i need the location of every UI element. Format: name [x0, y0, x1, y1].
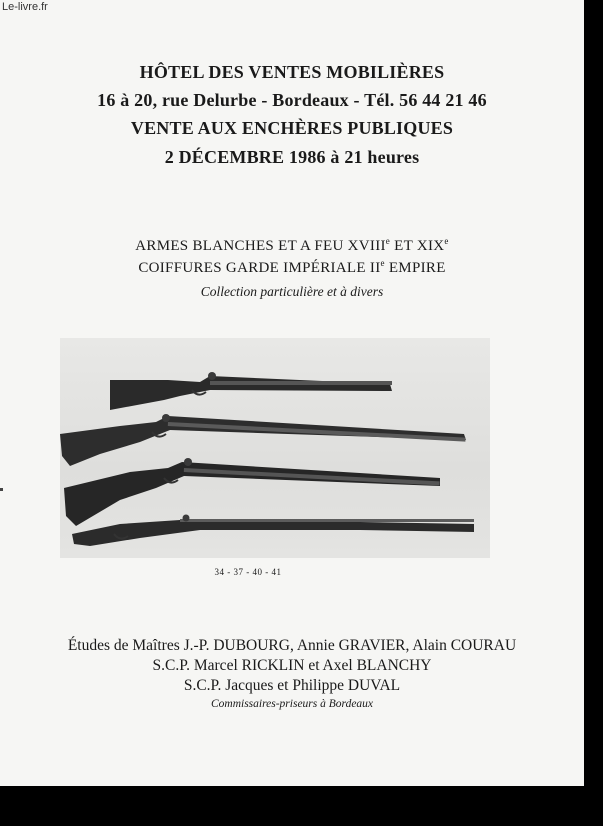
headwear-text: COIFFURES GARDE IMPÉRIALE II — [138, 260, 381, 276]
empire-suffix: e — [380, 258, 385, 268]
rifle-illustration — [110, 372, 392, 410]
auctioneers-location: Commissaires-priseurs à Bordeaux — [210, 698, 374, 710]
rifles-photo — [60, 338, 490, 558]
scp-duval: S.C.P. Jacques et Philippe DUVAL — [183, 677, 401, 694]
century-suffix: e — [444, 236, 449, 246]
weapons-text: ARMES BLANCHES ET A FEU XVIII — [135, 238, 386, 254]
watermark: Le-livre.fr — [2, 1, 48, 13]
rifle-icon — [60, 338, 490, 558]
sale-type: VENTE AUX ENCHÈRES PUBLIQUES — [130, 118, 454, 138]
scp-ricklin-blanchy: S.C.P. Marcel RICKLIN et Axel BLANCHY — [152, 657, 432, 674]
subject-line-weapons — [0, 236, 584, 255]
rifle-illustration — [72, 515, 474, 547]
sale-date: 2 DÉCEMBRE 1986 à 21 heures — [164, 147, 420, 167]
century-suffix: e — [385, 236, 391, 246]
margin-mark — [0, 488, 3, 491]
collection-note: Collection particulière et à divers — [200, 284, 384, 299]
weapons-text-mid: ET XIX — [390, 238, 445, 254]
subject-line-headwear — [0, 258, 584, 277]
headwear-text-end: EMPIRE — [384, 260, 446, 276]
rifle-illustration — [60, 414, 466, 466]
rifle-illustration — [64, 458, 440, 526]
auction-house-address: 16 à 20, rue Delurbe - Bordeaux - Tél. 56 44 21 46 — [97, 90, 487, 110]
studies-line: Études de Maîtres J.-P. DUBOURG, Annie GRAVIER, Alain COURAU — [67, 637, 517, 654]
photo-caption: 34 - 37 - 40 - 41 — [214, 567, 282, 577]
auction-house-title: HÔTEL DES VENTES MOBILIÈRES — [139, 62, 445, 82]
